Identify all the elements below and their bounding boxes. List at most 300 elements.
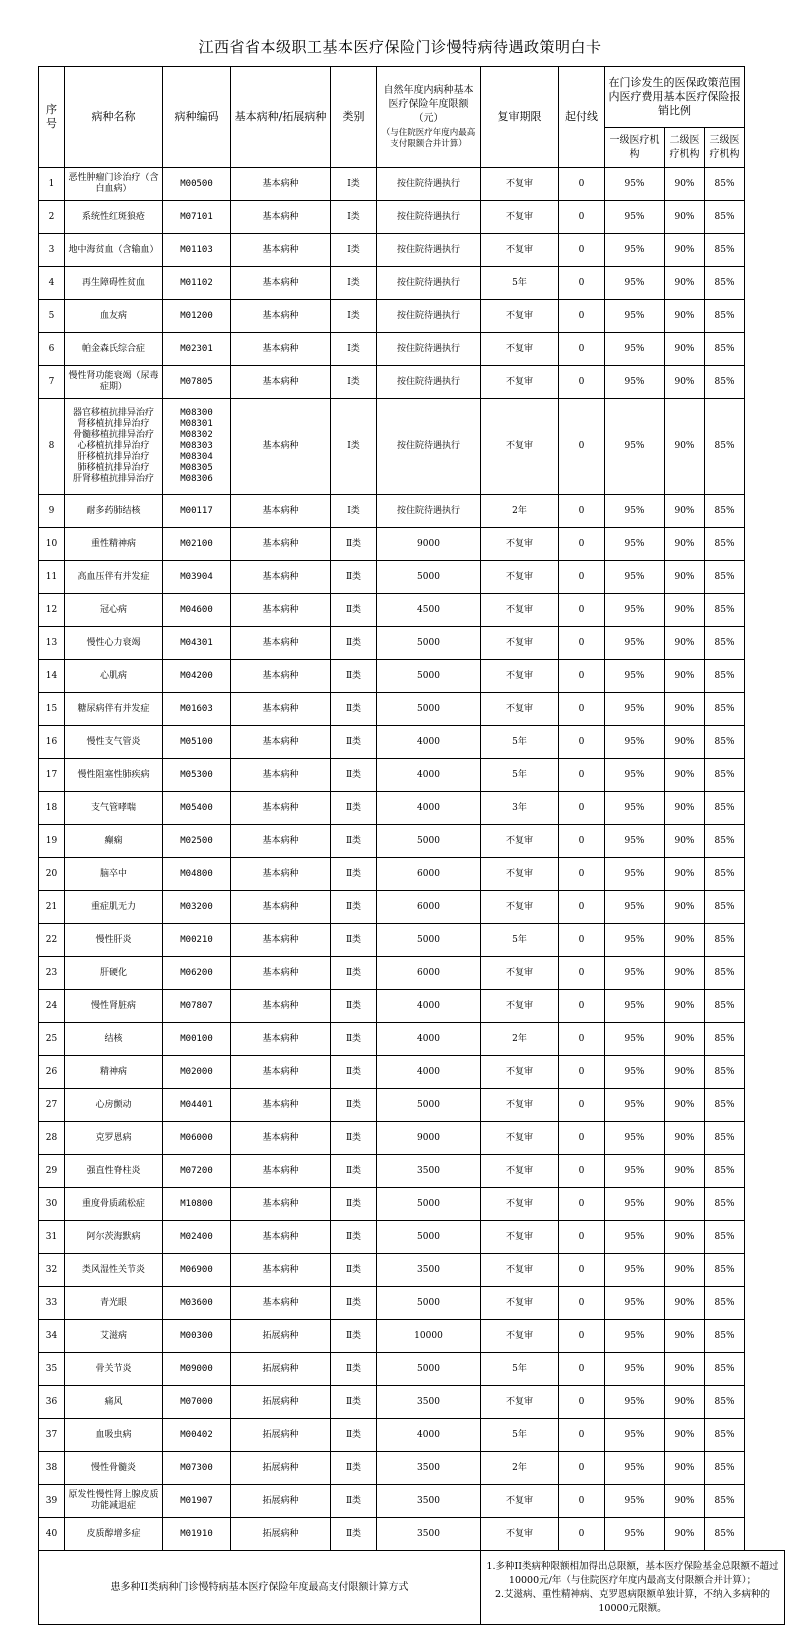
cell-ratio-level1: 95% — [605, 168, 665, 201]
cell-class: Ⅱ类 — [331, 792, 377, 825]
cell-code-line: M08303 — [180, 441, 213, 451]
cell-limit: 3500 — [377, 1254, 481, 1287]
cell-threshold: 0 — [559, 990, 605, 1023]
cell-no: 31 — [39, 1221, 65, 1254]
cell-kind: 基本病种 — [231, 825, 331, 858]
cell-threshold: 0 — [559, 234, 605, 267]
cell-ratio-level1: 95% — [605, 1518, 665, 1551]
cell-threshold: 0 — [559, 1056, 605, 1089]
cell-ratio-level2: 90% — [665, 990, 705, 1023]
cell-class: Ⅱ类 — [331, 1122, 377, 1155]
cell-name — [65, 858, 163, 891]
cell-ratio-level3: 85% — [705, 1254, 745, 1287]
cell-limit: 6000 — [377, 858, 481, 891]
cell-name-line: 肝肾移植抗排异治疗 — [72, 474, 154, 484]
cell-code — [163, 990, 231, 1023]
cell-no: 8 — [39, 399, 65, 495]
cell-ratio-level3: 85% — [705, 1518, 745, 1551]
cell-threshold: 0 — [559, 957, 605, 990]
header-limit-sub: （与住院医疗年度内最高支付限额合并计算） — [381, 128, 476, 149]
table-row — [39, 1518, 785, 1551]
cell-ratio-level2: 90% — [665, 1452, 705, 1485]
cell-ratio-level2: 90% — [665, 1518, 705, 1551]
cell-kind: 基本病种 — [231, 990, 331, 1023]
table-row — [39, 267, 785, 300]
cell-ratio-level3: 85% — [705, 627, 745, 660]
cell-kind: 基本病种 — [231, 1155, 331, 1188]
cell-no: 36 — [39, 1386, 65, 1419]
cell-kind: 基本病种 — [231, 924, 331, 957]
cell-class: Ⅰ类 — [331, 234, 377, 267]
cell-name — [65, 1254, 163, 1287]
cell-code-line: M08305 — [180, 463, 213, 473]
cell-ratio-level1: 95% — [605, 594, 665, 627]
cell-code-line: M00300 — [180, 1330, 213, 1341]
cell-review: 不复审 — [481, 399, 559, 495]
cell-code — [163, 1056, 231, 1089]
cell-code — [163, 1452, 231, 1485]
cell-code — [163, 1287, 231, 1320]
cell-ratio-level2: 90% — [665, 957, 705, 990]
cell-name-line: 地中海贫血（含输血） — [68, 244, 159, 255]
cell-kind: 基本病种 — [231, 693, 331, 726]
cell-review: 不复审 — [481, 1518, 559, 1551]
cell-no: 4 — [39, 267, 65, 300]
cell-name-line: 器官移植抗排异治疗 — [72, 408, 154, 418]
cell-threshold: 0 — [559, 891, 605, 924]
cell-class: Ⅰ类 — [331, 366, 377, 399]
cell-code — [163, 792, 231, 825]
cell-code-line: M00402 — [180, 1429, 213, 1440]
cell-ratio-level2: 90% — [665, 300, 705, 333]
cell-code — [163, 168, 231, 201]
cell-name — [65, 267, 163, 300]
cell-code-line: M07807 — [180, 1000, 213, 1011]
cell-threshold: 0 — [559, 792, 605, 825]
cell-ratio-level2: 90% — [665, 1122, 705, 1155]
cell-threshold: 0 — [559, 825, 605, 858]
cell-review: 5年 — [481, 1353, 559, 1386]
header-no: 序号 — [39, 67, 65, 168]
cell-threshold: 0 — [559, 168, 605, 201]
cell-ratio-level1: 95% — [605, 990, 665, 1023]
cell-code — [163, 759, 231, 792]
cell-class: Ⅱ类 — [331, 627, 377, 660]
cell-code — [163, 891, 231, 924]
cell-review: 不复审 — [481, 1221, 559, 1254]
cell-kind: 基本病种 — [231, 267, 331, 300]
cell-review: 不复审 — [481, 594, 559, 627]
cell-no: 12 — [39, 594, 65, 627]
cell-ratio-level3: 85% — [705, 957, 745, 990]
cell-review: 2年 — [481, 1023, 559, 1056]
table-row — [39, 924, 785, 957]
header-ratio-group: 在门诊发生的医保政策范围内医疗费用基本医疗保险报销比例 — [605, 67, 745, 128]
cell-ratio-level2: 90% — [665, 726, 705, 759]
cell-name — [65, 528, 163, 561]
cell-code-line: M05400 — [180, 802, 213, 813]
table-row — [39, 234, 785, 267]
cell-review: 5年 — [481, 924, 559, 957]
cell-limit: 5000 — [377, 1287, 481, 1320]
footer-label: 患多种II类病种门诊慢特病基本医疗保险年度最高支付限额计算方式 — [39, 1551, 481, 1625]
cell-code-line: M00117 — [180, 505, 213, 516]
header-row-top — [39, 67, 785, 128]
cell-name — [65, 660, 163, 693]
header-limit-main: 自然年度内病种基本医疗保险年度限额（元） — [383, 85, 474, 124]
cell-review: 不复审 — [481, 561, 559, 594]
cell-ratio-level2: 90% — [665, 1056, 705, 1089]
cell-code — [163, 1518, 231, 1551]
cell-review: 不复审 — [481, 825, 559, 858]
cell-name — [65, 1155, 163, 1188]
cell-no: 29 — [39, 1155, 65, 1188]
header-level2: 二级医疗机构 — [665, 128, 705, 168]
cell-code — [163, 957, 231, 990]
cell-review: 不复审 — [481, 1155, 559, 1188]
cell-ratio-level2: 90% — [665, 792, 705, 825]
cell-code-line: M07300 — [180, 1462, 213, 1473]
cell-ratio-level1: 95% — [605, 1122, 665, 1155]
cell-code — [163, 594, 231, 627]
cell-code-line: M05300 — [180, 769, 213, 780]
cell-kind: 基本病种 — [231, 1287, 331, 1320]
cell-code-line: M02100 — [180, 538, 213, 549]
cell-threshold: 0 — [559, 1287, 605, 1320]
cell-code-line: M09000 — [180, 1363, 213, 1374]
cell-review: 不复审 — [481, 1056, 559, 1089]
cell-name-line: 皮质醇增多症 — [86, 1528, 141, 1539]
cell-limit: 6000 — [377, 957, 481, 990]
cell-code-line: M03600 — [180, 1297, 213, 1308]
cell-review: 不复审 — [481, 1254, 559, 1287]
cell-kind: 拓展病种 — [231, 1320, 331, 1353]
cell-threshold: 0 — [559, 1353, 605, 1386]
table-row — [39, 1188, 785, 1221]
cell-review: 5年 — [481, 726, 559, 759]
table-row — [39, 495, 785, 528]
cell-review: 不复审 — [481, 858, 559, 891]
cell-threshold: 0 — [559, 201, 605, 234]
cell-class: Ⅰ类 — [331, 495, 377, 528]
header-threshold: 起付线 — [559, 67, 605, 168]
cell-ratio-level3: 85% — [705, 234, 745, 267]
cell-name-line: 重性精神病 — [90, 538, 136, 549]
cell-name — [65, 201, 163, 234]
cell-name-line: 重度骨质疏松症 — [81, 1198, 145, 1209]
cell-no: 32 — [39, 1254, 65, 1287]
cell-ratio-level1: 95% — [605, 1155, 665, 1188]
cell-name — [65, 990, 163, 1023]
cell-ratio-level3: 85% — [705, 594, 745, 627]
cell-threshold: 0 — [559, 1023, 605, 1056]
table-row — [39, 858, 785, 891]
cell-name-line: 慢性肾脏病 — [90, 1000, 136, 1011]
cell-class: Ⅱ类 — [331, 759, 377, 792]
cell-code — [163, 1089, 231, 1122]
cell-threshold: 0 — [559, 627, 605, 660]
cell-review: 不复审 — [481, 1320, 559, 1353]
cell-code — [163, 1155, 231, 1188]
table-row — [39, 792, 785, 825]
cell-code-line: M04200 — [180, 670, 213, 681]
table-row — [39, 759, 785, 792]
cell-code — [163, 660, 231, 693]
cell-kind: 基本病种 — [231, 168, 331, 201]
cell-code — [163, 399, 231, 495]
table-row — [39, 1485, 785, 1518]
cell-ratio-level2: 90% — [665, 1419, 705, 1452]
cell-review: 不复审 — [481, 891, 559, 924]
cell-code — [163, 858, 231, 891]
cell-class: Ⅱ类 — [331, 957, 377, 990]
cell-name-line: 慢性骨髓炎 — [90, 1462, 136, 1473]
header-class: 类别 — [331, 67, 377, 168]
cell-threshold: 0 — [559, 693, 605, 726]
cell-ratio-level3: 85% — [705, 1155, 745, 1188]
cell-no: 18 — [39, 792, 65, 825]
table-row — [39, 825, 785, 858]
cell-ratio-level3: 85% — [705, 528, 745, 561]
cell-name — [65, 1056, 163, 1089]
cell-name — [65, 1452, 163, 1485]
cell-code-line: M04600 — [180, 604, 213, 615]
cell-threshold: 0 — [559, 1221, 605, 1254]
cell-code-line: M01102 — [180, 277, 213, 288]
cell-class: Ⅰ类 — [331, 399, 377, 495]
table-row — [39, 399, 785, 495]
cell-name — [65, 495, 163, 528]
cell-name-line: 脑卒中 — [99, 868, 127, 879]
cell-no: 37 — [39, 1419, 65, 1452]
cell-ratio-level3: 85% — [705, 201, 745, 234]
cell-class: Ⅱ类 — [331, 528, 377, 561]
table-row — [39, 1452, 785, 1485]
cell-ratio-level1: 95% — [605, 495, 665, 528]
cell-code — [163, 1386, 231, 1419]
cell-review: 不复审 — [481, 366, 559, 399]
cell-name — [65, 1089, 163, 1122]
cell-kind: 基本病种 — [231, 1023, 331, 1056]
cell-limit: 按住院待遇执行 — [377, 234, 481, 267]
cell-name — [65, 399, 163, 495]
cell-ratio-level3: 85% — [705, 825, 745, 858]
cell-limit: 3500 — [377, 1452, 481, 1485]
cell-name-line: 艾滋病 — [99, 1330, 127, 1341]
cell-kind: 基本病种 — [231, 957, 331, 990]
cell-code — [163, 1320, 231, 1353]
cell-code-line: M07101 — [180, 211, 213, 222]
footer-note: 2.艾滋病、重性精神病、克罗恩病限额单独计算，不纳入多病种的10000元限额。 — [494, 1588, 771, 1614]
cell-limit: 5000 — [377, 1089, 481, 1122]
cell-ratio-level1: 95% — [605, 366, 665, 399]
cell-class: Ⅱ类 — [331, 1419, 377, 1452]
cell-name — [65, 792, 163, 825]
cell-class: Ⅱ类 — [331, 1320, 377, 1353]
cell-name — [65, 1188, 163, 1221]
cell-ratio-level1: 95% — [605, 267, 665, 300]
cell-limit: 5000 — [377, 561, 481, 594]
cell-limit: 按住院待遇执行 — [377, 366, 481, 399]
cell-kind: 基本病种 — [231, 1221, 331, 1254]
cell-code-line: M06900 — [180, 1264, 213, 1275]
cell-code-line: M03904 — [180, 571, 213, 582]
cell-limit: 3500 — [377, 1485, 481, 1518]
cell-ratio-level1: 95% — [605, 1089, 665, 1122]
cell-code-line: M04301 — [180, 637, 213, 648]
cell-ratio-level1: 95% — [605, 1188, 665, 1221]
cell-review: 不复审 — [481, 957, 559, 990]
table-row — [39, 1320, 785, 1353]
table-body — [39, 168, 785, 1551]
cell-ratio-level2: 90% — [665, 924, 705, 957]
cell-kind: 基本病种 — [231, 1254, 331, 1287]
cell-code — [163, 366, 231, 399]
cell-code — [163, 825, 231, 858]
cell-code-line: M05100 — [180, 736, 213, 747]
cell-code-line: M00100 — [180, 1033, 213, 1044]
cell-ratio-level2: 90% — [665, 1155, 705, 1188]
cell-no: 28 — [39, 1122, 65, 1155]
cell-name — [65, 561, 163, 594]
cell-code — [163, 693, 231, 726]
cell-class: Ⅱ类 — [331, 594, 377, 627]
cell-ratio-level3: 85% — [705, 1122, 745, 1155]
table-row — [39, 1386, 785, 1419]
cell-ratio-level1: 95% — [605, 957, 665, 990]
cell-name — [65, 726, 163, 759]
cell-name — [65, 1287, 163, 1320]
cell-ratio-level1: 95% — [605, 726, 665, 759]
table-row — [39, 1122, 785, 1155]
cell-no: 9 — [39, 495, 65, 528]
cell-kind: 基本病种 — [231, 726, 331, 759]
cell-code — [163, 1353, 231, 1386]
cell-ratio-level1: 95% — [605, 300, 665, 333]
cell-name — [65, 891, 163, 924]
cell-limit: 5000 — [377, 1188, 481, 1221]
cell-name-line: 高血压伴有并发症 — [77, 571, 150, 582]
table-row — [39, 594, 785, 627]
cell-kind: 拓展病种 — [231, 1452, 331, 1485]
cell-name-line: 心肌病 — [99, 670, 127, 681]
cell-kind: 基本病种 — [231, 333, 331, 366]
cell-limit: 5000 — [377, 825, 481, 858]
cell-no: 40 — [39, 1518, 65, 1551]
cell-review: 5年 — [481, 267, 559, 300]
cell-ratio-level3: 85% — [705, 399, 745, 495]
cell-class: Ⅱ类 — [331, 1056, 377, 1089]
cell-threshold: 0 — [559, 660, 605, 693]
cell-limit: 5000 — [377, 1221, 481, 1254]
cell-code-line: M08306 — [180, 474, 213, 484]
cell-kind: 拓展病种 — [231, 1518, 331, 1551]
cell-no: 27 — [39, 1089, 65, 1122]
cell-no: 3 — [39, 234, 65, 267]
cell-limit: 4000 — [377, 792, 481, 825]
cell-name-line: 类风湿性关节炎 — [81, 1264, 145, 1275]
cell-ratio-level3: 85% — [705, 1419, 745, 1452]
cell-class: Ⅱ类 — [331, 1452, 377, 1485]
cell-kind: 拓展病种 — [231, 1386, 331, 1419]
cell-ratio-level2: 90% — [665, 627, 705, 660]
cell-ratio-level1: 95% — [605, 792, 665, 825]
cell-code-line: M08304 — [180, 452, 213, 462]
cell-ratio-level3: 85% — [705, 1353, 745, 1386]
cell-review: 不复审 — [481, 333, 559, 366]
cell-name-line: 肾移植抗排异治疗 — [77, 419, 150, 429]
cell-threshold: 0 — [559, 1089, 605, 1122]
cell-name-line: 慢性肝炎 — [95, 934, 132, 945]
cell-code — [163, 300, 231, 333]
cell-no: 35 — [39, 1353, 65, 1386]
cell-code-line: M04800 — [180, 868, 213, 879]
cell-name — [65, 366, 163, 399]
cell-name — [65, 1122, 163, 1155]
cell-kind: 基本病种 — [231, 300, 331, 333]
cell-class: Ⅱ类 — [331, 891, 377, 924]
cell-kind: 基本病种 — [231, 660, 331, 693]
cell-code-line: M08302 — [180, 430, 213, 440]
cell-class: Ⅱ类 — [331, 561, 377, 594]
cell-kind: 基本病种 — [231, 792, 331, 825]
table-row — [39, 990, 785, 1023]
table-row — [39, 201, 785, 234]
cell-threshold: 0 — [559, 528, 605, 561]
cell-limit: 4000 — [377, 990, 481, 1023]
cell-name-line: 血吸虫病 — [95, 1429, 132, 1440]
cell-name — [65, 594, 163, 627]
cell-code-line: M07000 — [180, 1396, 213, 1407]
header-name: 病种名称 — [65, 67, 163, 168]
cell-threshold: 0 — [559, 300, 605, 333]
cell-name-line: 阿尔茨海默病 — [86, 1231, 141, 1242]
cell-class: Ⅰ类 — [331, 168, 377, 201]
cell-ratio-level3: 85% — [705, 267, 745, 300]
cell-kind: 基本病种 — [231, 1188, 331, 1221]
cell-name-line: 精神病 — [99, 1066, 127, 1077]
cell-class: Ⅰ类 — [331, 267, 377, 300]
cell-ratio-level2: 90% — [665, 825, 705, 858]
cell-code — [163, 726, 231, 759]
cell-name — [65, 627, 163, 660]
cell-class: Ⅰ类 — [331, 201, 377, 234]
cell-name — [65, 333, 163, 366]
cell-kind: 基本病种 — [231, 1122, 331, 1155]
cell-limit: 6000 — [377, 891, 481, 924]
cell-kind: 拓展病种 — [231, 1353, 331, 1386]
cell-name-line: 痛风 — [104, 1396, 123, 1407]
cell-class: Ⅱ类 — [331, 825, 377, 858]
footer-row — [39, 1551, 785, 1625]
cell-review: 不复审 — [481, 168, 559, 201]
header-level1: 一级医疗机构 — [605, 128, 665, 168]
cell-ratio-level3: 85% — [705, 495, 745, 528]
cell-ratio-level2: 90% — [665, 1254, 705, 1287]
cell-code-line: M01103 — [180, 244, 213, 255]
cell-limit: 按住院待遇执行 — [377, 495, 481, 528]
cell-no: 17 — [39, 759, 65, 792]
cell-ratio-level1: 95% — [605, 234, 665, 267]
cell-ratio-level3: 85% — [705, 561, 745, 594]
cell-class: Ⅱ类 — [331, 1221, 377, 1254]
cell-threshold: 0 — [559, 594, 605, 627]
cell-limit: 3500 — [377, 1386, 481, 1419]
cell-ratio-level3: 85% — [705, 1287, 745, 1320]
header-level3: 三级医疗机构 — [705, 128, 745, 168]
cell-class: Ⅱ类 — [331, 1089, 377, 1122]
cell-kind: 基本病种 — [231, 1056, 331, 1089]
